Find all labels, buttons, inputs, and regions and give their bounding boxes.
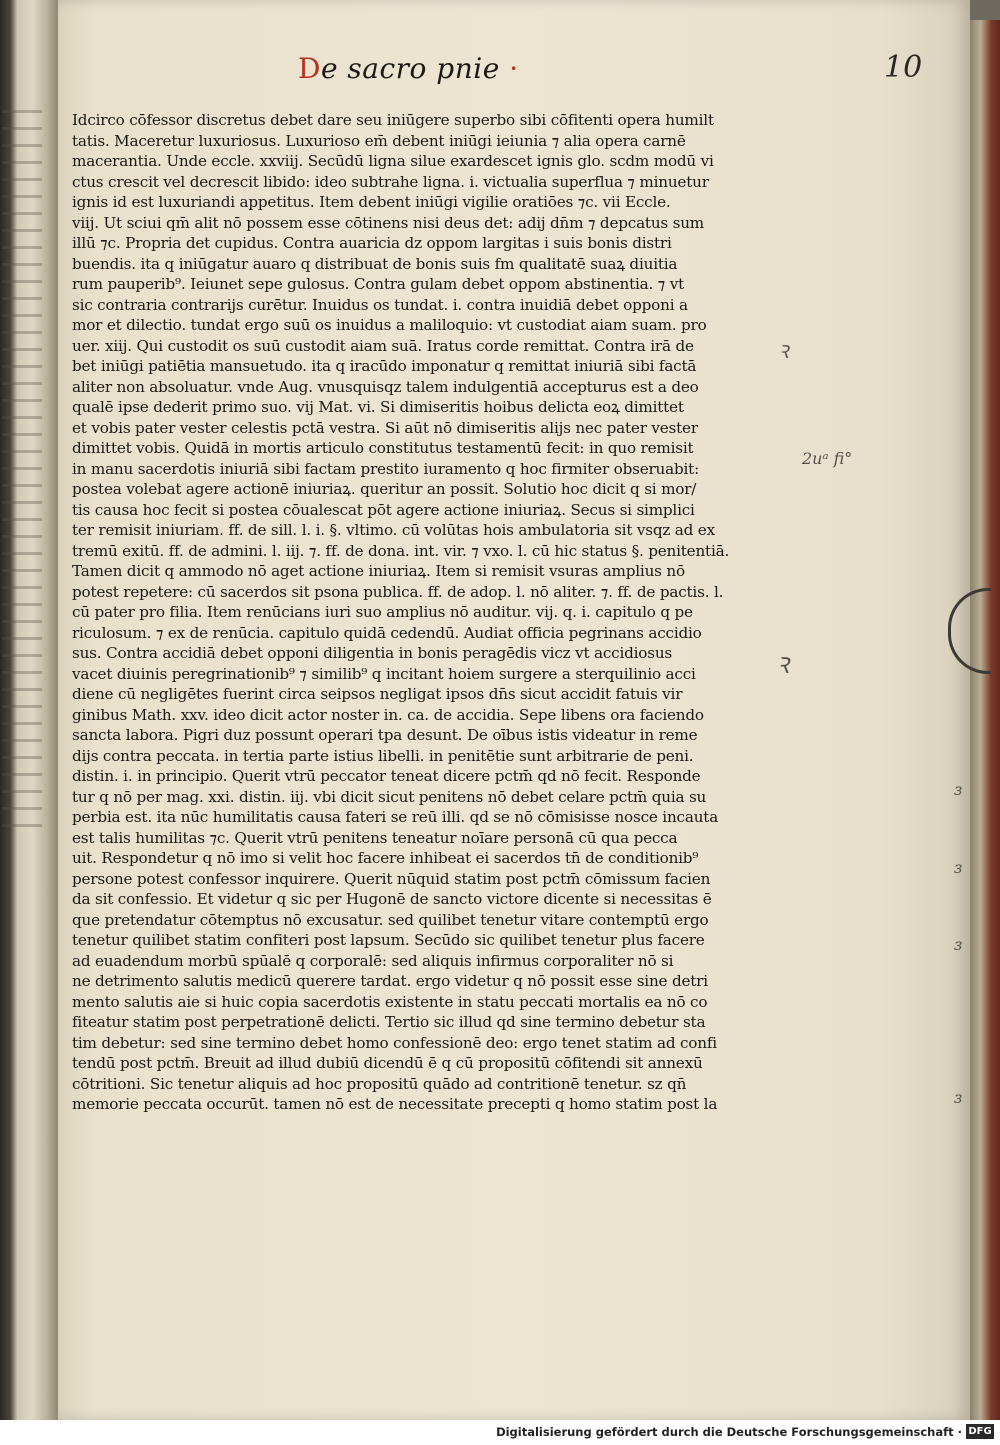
text-line: fiteatur statim post perpetrationē delicti. Tertio sic illud qd sine termino debetur sta bbox=[72, 1013, 706, 1031]
text-line: buendis. ita q iniūgatur auaro q distribuat de bonis suis fm qualitatē suaꝝ diuitia bbox=[72, 254, 678, 273]
text-line: da sit confessio. Et videtur q sic per Hugonē de sancto victore dicente si necessitas ē bbox=[72, 890, 712, 908]
text-line: in manu sacerdotis iniuriā sibi factam prestito iuramento q hoc firmiter obseruabit: bbox=[72, 459, 699, 478]
text-line: tatis. Maceretur luxuriosus. Luxurioso em̄ debent iniūgi ieiunia ⁊ alia opera carnē bbox=[72, 131, 686, 150]
text-line: tis causa hoc fecit si postea cōualescat pōt agere actione iniuriaꝝ. Secus si simplici bbox=[72, 500, 695, 519]
margin-note-6: ɜ bbox=[954, 935, 963, 954]
margin-note-7: ɜ bbox=[954, 1088, 963, 1107]
text-line: est talis humilitas ⁊c. Querit vtrū penitens teneatur noīare personā cū qua pecca bbox=[72, 828, 678, 847]
page-block-edge bbox=[970, 20, 1000, 1420]
previous-page-text-fragment bbox=[2, 110, 42, 830]
header-mark: · bbox=[509, 52, 519, 85]
text-line: sus. Contra accidiā debet opponi diligentia in bonis peragēdis vicz vt accidiosus bbox=[72, 644, 673, 662]
text-line: rum pauperib⁹. Ieiunet sepe gulosus. Contra gulam debet oppom abstinentia. ⁊ vt bbox=[72, 275, 685, 293]
text-line: Idcirco cōfessor discretus debet dare seu iniūgere superbo sibi cōfitenti opera humilt bbox=[72, 111, 714, 129]
text-line: aliter non absoluatur. vnde Aug. vnusquisqz talem indulgentiā accepturus est a deo bbox=[72, 377, 699, 396]
text-line: sic contraria contrarijs curētur. Inuidus os tundat. i. contra inuidiā debet opponi a bbox=[72, 295, 688, 314]
text-line: Tamen dicit q ammodo nō aget actione iniuriaꝝ. Item si remisit vsuras amplius nō bbox=[72, 562, 685, 580]
text-line: tenetur quilibet statim confiteri post lapsum. Secūdo sic quilibet tenetur plus facere bbox=[72, 931, 705, 949]
header-initial: D bbox=[298, 52, 321, 85]
text-line: perbia est. ita nūc humilitatis causa fateri se reū illi. qd se nō cōmisisse nosce incauta bbox=[72, 808, 719, 826]
margin-note-1: Ꝛ bbox=[778, 342, 789, 363]
text-line: tur q nō per mag. xxi. distin. iij. vbi dicit sicut penitens nō debet celare pctm̄ quia su bbox=[72, 787, 707, 806]
text-line: et vobis pater vester celestis pctā vestra. Si aūt nō dimiseritis alijs nec pater vester bbox=[72, 418, 698, 437]
text-line: ctus crescit vel decrescit libido: ideo subtrahe ligna. i. victualia superflua ⁊ minuetur bbox=[72, 172, 709, 191]
text-line: diene cū negligētes fuerint circa seipsos negligat ipsos dn̄s sicut accidit fatuis vir bbox=[72, 685, 683, 703]
text-line: macerantia. Unde eccle. xxviij. Secūdū ligna silue exardescet ignis glo. scdm modū vi bbox=[72, 152, 714, 170]
header-title: e sacro pnie bbox=[320, 52, 500, 85]
text-line: memorie peccata occurūt. tamen nō est de necessitate precepti q homo statim post la bbox=[72, 1095, 718, 1113]
previous-page-edge bbox=[0, 0, 58, 1420]
text-line: que pretendatur cōtemptus nō excusatur. sed quilibet tenetur vitare contemptū ergo bbox=[72, 910, 709, 929]
text-line: vacet diuinis peregrinationib⁹ ⁊ similib⁹ q incitant hoiem surgere a sterquilinio acci bbox=[72, 664, 696, 683]
text-line: ne detrimento salutis medicū querere tardat. ergo videtur q nō possit esse sine detri bbox=[72, 972, 708, 990]
folio-number: 10 bbox=[884, 50, 923, 85]
text-line: ignis id est luxuriandi appetitus. Item debent iniūgi vigilie oratiōes ⁊c. vii Eccle. bbox=[72, 193, 671, 211]
text-line: ginibus Math. xxv. ideo dicit actor noster in. ca. de accidia. Sepe libens ora faciendo bbox=[72, 705, 704, 724]
text-line: tremū exitū. ff. de admini. l. iij. ⁊. ff. de dona. int. vir. ⁊ vxo. l. cū hic status §. penitentiā. bbox=[72, 541, 730, 560]
margin-note-5: ɜ bbox=[954, 858, 963, 877]
text-line: postea volebat agere actionē iniuriaꝝ. queritur an possit. Solutio hoc dicit q si mor/ bbox=[72, 480, 697, 498]
text-line: ad euadendum morbū spūalē q corporalē: sed aliquis infirmus corporaliter nō si bbox=[72, 951, 674, 970]
text-line: potest repetere: cū sacerdos sit psona publica. ff. de adop. l. nō aliter. ⁊. ff. de pactis. l. bbox=[72, 582, 724, 601]
text-line: viij. Ut sciui qm̄ alit nō possem esse cōtinens nisi deus det: adij dn̄m ⁊ depcatus sum bbox=[72, 213, 705, 232]
text-line: dimittet vobis. Quidā in mortis articulo constitutus testamentū fecit: in quo remisit bbox=[72, 439, 694, 457]
text-line: cōtritioni. Sic tenetur aliquis ad hoc propositū quādo ad contritionē tenetur. sz qn̄ bbox=[72, 1074, 687, 1093]
text-line: distin. i. in principio. Querit vtrū peccator teneat dicere pctm̄ qd nō fecit. Responde bbox=[72, 767, 701, 785]
text-line: persone potest confessor inquirere. Querit nūquid statim post pctm̄ cōmissum facien bbox=[72, 869, 711, 888]
margin-note-3: Ꝛ bbox=[776, 654, 789, 679]
text-line: riculosum. ⁊ ex de renūcia. capitulo quidā cedendū. Audiat officia pegrinans accidio bbox=[72, 623, 702, 642]
text-line: mor et dilectio. tundat ergo suū os inuidus a maliloquio: vt custodiat aiam suam. pro bbox=[72, 316, 707, 334]
text-line: qualē ipse dederit primo suo. vij Mat. vi. Si dimiseritis hoibus delicta eoꝝ dimittet bbox=[72, 398, 684, 416]
text-line: cū pater pro filia. Item renūcians iuri suo amplius nō auditur. vij. q. i. capitulo q pe bbox=[72, 603, 693, 621]
text-line: uer. xiij. Qui custodit os suū custodit aiam suā. Iratus corde remittat. Contra irā de bbox=[72, 336, 694, 355]
running-header bbox=[298, 52, 519, 85]
text-line: sancta labora. Pigri duz possunt operari tpa desunt. De oībus istis videatur in reme bbox=[72, 726, 698, 744]
text-line: illū ⁊c. Propria det cupidus. Contra auaricia dz oppom largitas i suis bonis distri bbox=[72, 234, 672, 252]
footer-credit: Digitalisierung gefördert durch die Deutsche Forschungsgemeinschaft · bbox=[496, 1425, 962, 1439]
margin-note-4: ɜ bbox=[954, 780, 963, 799]
text-line: tendū post pctm̄. Breuit ad illud dubiū dicendū ē q cū propositū cōfitendi sit annexū bbox=[72, 1054, 703, 1072]
text-line: mento salutis aie si huic copia sacerdotis existente in statu peccati mortalis ea nō co bbox=[72, 992, 708, 1011]
text-line: bet iniūgi patiētia mansuetudo. ita q iracūdo imponatur q remittat iniuriā sibi factā bbox=[72, 357, 697, 375]
digitization-footer bbox=[0, 1420, 1000, 1445]
text-line: dijs contra peccata. in tertia parte istius libelli. in penitētie sunt arbitrarie de peni. bbox=[72, 746, 694, 765]
main-text-block bbox=[72, 110, 772, 1115]
text-line: uit. Respondetur q nō imo si velit hoc facere inhibeat ei sacerdos tn̄ de conditionib⁹ bbox=[72, 849, 699, 867]
dfg-logo: DFG bbox=[966, 1424, 994, 1439]
text-line: tim debetur: sed sine termino debet homo confessionē deo: ergo tenet statim ad confi bbox=[72, 1033, 717, 1052]
text-line: ter remisit iniuriam. ff. de sill. l. i. §. vltimo. cū volūtas hois ambulatoria sit vsqz ad ex bbox=[72, 521, 715, 539]
margin-note-2: 2uᵃ fi° bbox=[802, 449, 853, 468]
